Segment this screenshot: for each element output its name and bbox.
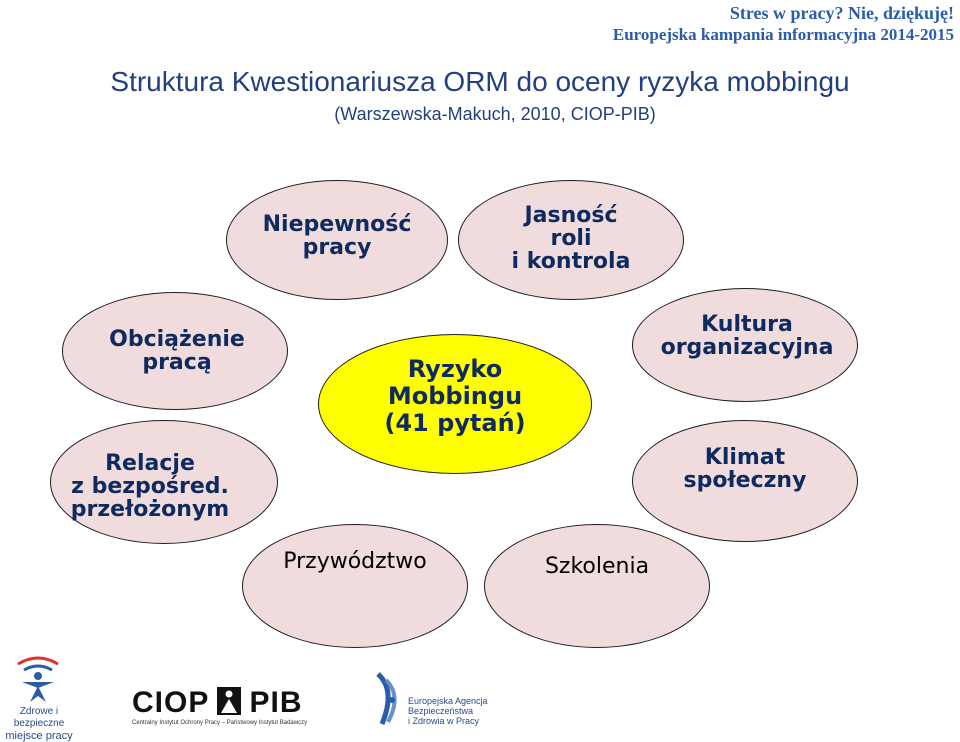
node-klimat-label [632, 446, 858, 492]
zdrowe-logo-line: miejsce pracy [5, 730, 73, 742]
node-ryzyko-label [318, 356, 592, 437]
eu-osha-line: i Zdrowia w Pracy [408, 716, 480, 726]
ciop-logo-text: CIOP [132, 686, 210, 719]
node-relacje-line: z bezpośred. [71, 474, 229, 500]
node-obciazenie-label [62, 328, 292, 374]
node-jasnosc-label [458, 204, 684, 273]
campaign-header [613, 2, 954, 46]
eu-osha-line: Europejska Agencja [408, 696, 488, 706]
node-jasnosc-line: i kontrola [511, 249, 631, 275]
node-jasnosc-line: Jasność [524, 203, 618, 228]
node-ryzyko-line: (41 pytań) [384, 408, 526, 437]
eu-osha-logo-icon [372, 670, 406, 728]
pib-logo-text: PIB [249, 686, 303, 719]
eu-osha-line: Bezpieczeństwa [408, 706, 474, 716]
node-klimat-line: Klimat [704, 445, 786, 470]
node-jasnosc-line: roli [550, 226, 592, 252]
ciop-pib-logo [132, 686, 303, 720]
node-niepewnosc-label [226, 213, 448, 259]
eu-osha-logo-text [408, 696, 488, 726]
zdrowe-logo-text [0, 706, 78, 742]
node-obciazenie-line: pracą [142, 350, 212, 376]
node-relacje-line: Relacje [105, 451, 195, 476]
node-kultura-label [632, 313, 862, 359]
zdrowe-miejsce-pracy-logo-icon [14, 654, 62, 704]
node-klimat-line: społeczny [683, 468, 807, 494]
node-przywodztwo [242, 524, 468, 648]
node-niepewnosc-line: Niepewność [262, 212, 412, 237]
node-ryzyko-line: Mobbingu [387, 381, 523, 410]
node-kultura-line: organizacyjna [660, 335, 834, 361]
node-relacje-label [36, 452, 264, 521]
node-szkolenia [484, 524, 710, 648]
slide-subtitle: (Warszewska-Makuch, 2010, CIOP-PIB) [334, 104, 656, 124]
node-kultura-line: Kultura [701, 312, 793, 337]
node-przywodztwo-label: Przywództwo [283, 549, 427, 574]
node-szkolenia-label: Szkolenia [544, 554, 650, 579]
node-obciazenie-line: Obciążenie [109, 327, 245, 352]
ciop-logo-subtext: Centralny Instytut Ochrony Pracy – Państwowy Instytut Badawczy [132, 720, 308, 726]
logos-footer [0, 650, 960, 742]
campaign-line2: Europejska kampania informacyjna 2014-2015 [612, 25, 954, 44]
ciop-figure-icon [217, 687, 241, 715]
node-ryzyko-line: Ryzyko [407, 355, 503, 383]
node-relacje-line: przełożonym [70, 497, 230, 523]
node-niepewnosc-line: pracy [302, 235, 372, 261]
campaign-line1: Stres w pracy? Nie, dziękuję! [729, 3, 954, 23]
slide-title: Struktura Kwestionariusza ORM do oceny ryzyka mobbingu [110, 66, 850, 97]
zdrowe-logo-line: Zdrowe i bezpieczne [13, 706, 65, 729]
